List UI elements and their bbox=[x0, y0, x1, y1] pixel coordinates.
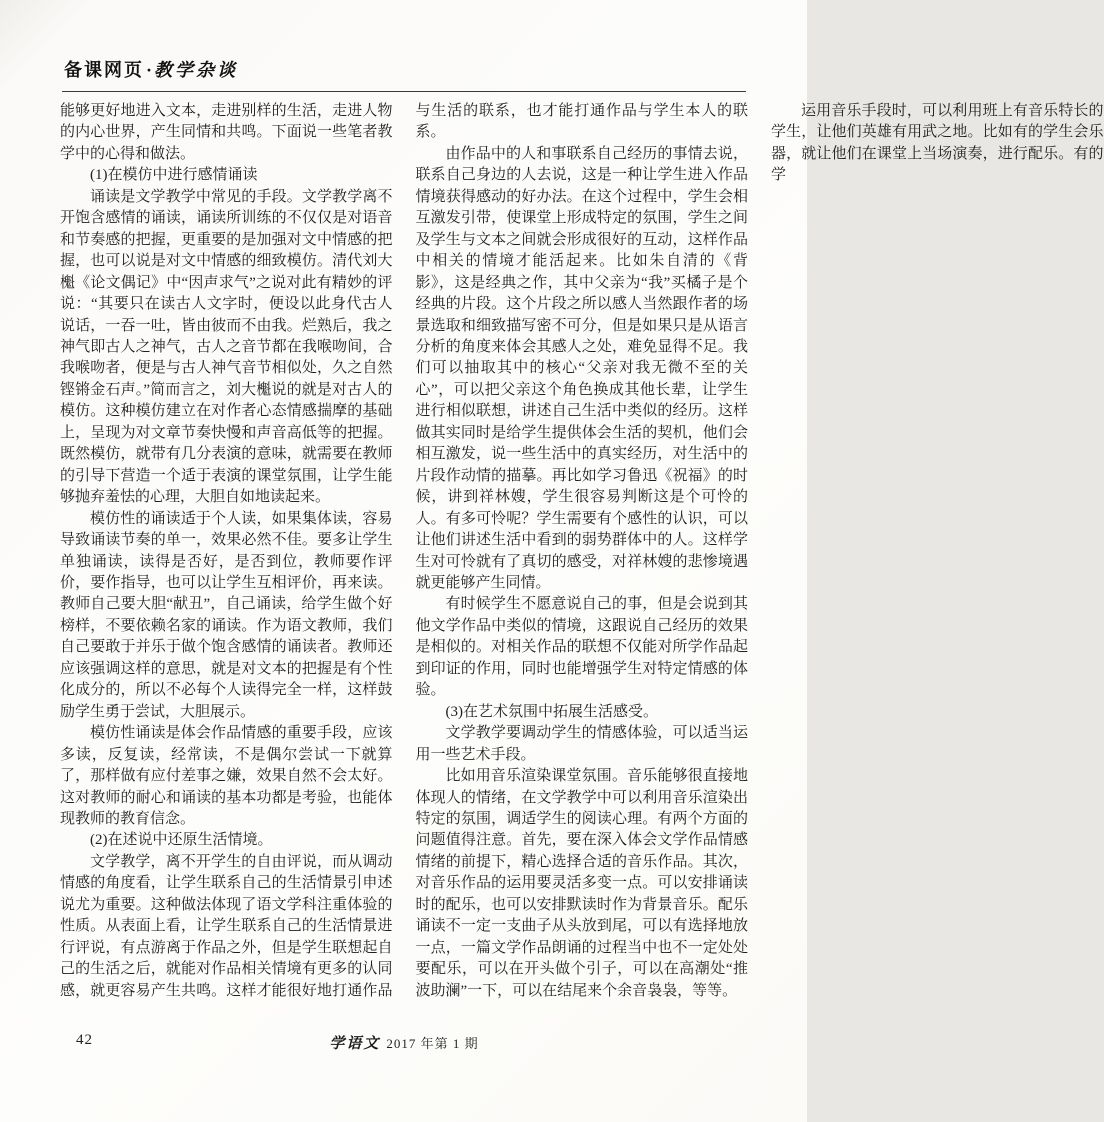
paragraph: (1)在模仿中进行感情诵读 bbox=[90, 167, 258, 184]
paragraph: 模仿性的诵读适于个人读，如果集体读，容易导致诵读节奏的单一，效果必然不佳。要多让学生单独诵读，读得是否好，是否到位，教师要作评价，要作指导，也可以让学生互相评价，再来读。教师自己要大胆“献丑”，自己诵读，给学生做个好榜样，不要依赖名家的诵读。作为语文教师，我们自己要敢于并乐于做个饱含感情的诵读者。教师还应该强调这样的意思，就是对文本的把握是有个性化成分的，所以不必每个人读得完全一样，这样鼓励学生勇于尝试，大胆展示。 bbox=[60, 510, 393, 720]
paragraph: 模仿性诵读是体会作品情感的重要手段，应该多读，反复读，经常读，不是偶尔尝试一下就算了，那样做有应付差事之嫌，效果自然不会太好。这对教师的耐心和诵读的基本功都是考验，也能体现教师的教育信念。 bbox=[60, 725, 393, 827]
paragraph: 诵读是文学教学中常见的手段。文学教学离不开饱含感情的诵读，诵读所训练的不仅仅是对语音和节奏感的把握，更重要的是加强对文中情感的把握，也可以说是对文中情感的细致模仿。清代刘大櫆《论文偶记》中“因声求气”之说对此有精妙的评说：“其要只在读古人文字时，便设以此身代古人说话，一吞一吐，皆由彼而不由我。烂熟后，我之神气即古人之神气，古人之音节都在我喉吻间，合我喉吻者，便是与古人神气音节相似处，久之自然铿锵金石声。”简而言之，刘大櫆说的就是对古人的模仿。这种模仿建立在对作者心态情感揣摩的基础上，呈现为对文章节奏快慢和声音高低等的把握。既然模仿，就带有几分表演的意味，就需要在教师的引导下营造一个适于表演的课堂氛围，让学生能够抛弃羞怯的心理，大胆自如地读起来。 bbox=[60, 188, 393, 506]
article-body bbox=[60, 101, 1104, 1023]
paragraph: 能够更好地进入文本，走进别样的生活，走进人物的内心世界，产生同情和共鸣。下面说一些笔者教学中的心得和做法。 bbox=[60, 103, 393, 162]
journal-name: 学语文 bbox=[329, 1036, 381, 1052]
page-header bbox=[64, 56, 238, 82]
page-footer bbox=[60, 1030, 748, 1054]
paragraph: 运用音乐手段时，可以利用班上有音乐特长的学生，让他们英雄有用武之地。比如有的学生会乐器，就让他们在课堂上当场演奏，进行配乐。有的学 bbox=[771, 103, 1104, 184]
issue-info: 2017 年第 1 期 bbox=[386, 1036, 479, 1051]
header-rule bbox=[62, 91, 746, 92]
paragraph: (2)在述说中还原生活情境。 bbox=[90, 832, 273, 849]
footer-center bbox=[60, 1032, 748, 1053]
paragraph: 比如用音乐渲染课堂氛围。音乐能够很直接地体现人的情绪，在文学教学中可以利用音乐渲染出特定的氛围，调适学生的阅读心理。有两个方面的问题值得注意。首先，要在深入体会文学作品情感情绪的前提下，精心选择合适的音乐作品。其次，对音乐作品的运用要灵活多变一点。可以安排诵读时的配乐，也可以安排默读时作为背景音乐。配乐诵读不一定一支曲子从头放到尾，可以有选择地放一点，一篇文学作品朗诵的过程当中也不一定处处要配乐，可以在开头做个引子，可以在高潮处“推波助澜”一下，可以在结尾来个余音袅袅，等等。 bbox=[415, 768, 748, 999]
header-section-title: 教学杂谈 bbox=[154, 60, 239, 80]
paragraph: 由作品中的人和事联系自己经历的事情去说，联系自己身边的人去说，这是一种让学生进入作品情境获得感动的好办法。在这个过程中，学生会相互激发引带，使课堂上形成特定的氛围，学生之间及学生与文本之间就会形成很好的互动，这样作品中相关的情境才能活起来。比如朱自清的《背影》，这是经典之作，其中父亲为“我”买橘子是个经典的片段。这个片段之所以感人当然跟作者的场景选取和细致描写密不可分，但是如果只是从语言分析的角度来体会其感人之处，难免显得不足。我们可以抽取其中的核心“父亲对我无微不至的关心”，可以把父亲这个角色换成其他长辈，让学生进行相似联想，讲述自己生活中类似的经历。这样做其实同时是给学生提供体会生活的契机，他们会相互激发，说一些生活中的真实经历，对生活中的片段作动情的描摹。再比如学习鲁迅《祝福》的时候，讲到祥林嫂，学生很容易判断这是个可怜的人。有多可怜呢？学生需要有个感性的认识，可以让他们讲述生活中看到的弱势群体中的人。这样学生对可怜就有了真切的感受，对祥林嫂的悲惨境遇就更能够产生同情。 bbox=[415, 145, 748, 591]
paragraph: 文学教学要调动学生的情感体验，可以适当运用一些艺术手段。 bbox=[415, 725, 748, 763]
header-column-title: 备课网页 bbox=[64, 60, 144, 80]
paragraph: 文学教学，离不开学生的自由评说，而从调动情感的角度看，让学生联系自己的生活情景引申述说尤为重要。这种做法体现了语文学科注重体验的性质。从表面上看，让学生联系自己的生活情景进行评说，有点游离于作品之外，但是学生联想起自己的生活之后，就能对作品相关情境有更多的认同感，就更容易产生共鸣。这样才能很好地打通作品与生活的联系，也才能打通作品与学生本人的联系。 bbox=[60, 103, 748, 999]
paragraph: 有时候学生不愿意说自己的事，但是会说到其他文学作品中类似的情境，这跟说自己经历的效果是相似的。对相关作品的联想不仅能对所学作品起到印证的作用，同时也能增强学生对特定情感的体验。 bbox=[415, 596, 748, 699]
header-separator: · bbox=[146, 60, 153, 80]
paragraph: (3)在艺术氛围中拓展生活感受。 bbox=[445, 703, 658, 720]
page-number: 42 bbox=[76, 1032, 93, 1048]
